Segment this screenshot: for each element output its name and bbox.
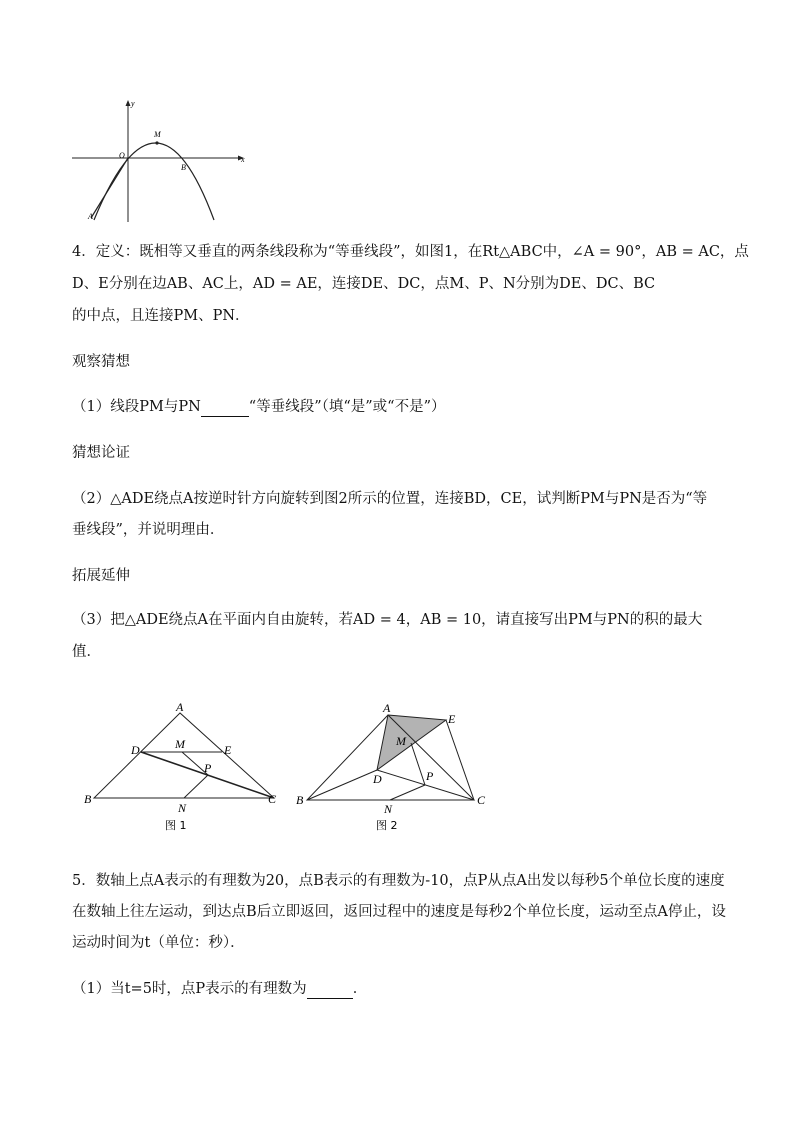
fig1-label-m: M <box>175 737 185 751</box>
q5-line-2: 在数轴上往左运动，到达点B后立即返回，返回过程中的速度是每秒2个单位长度，运动至点A停止，设 <box>72 904 726 920</box>
fig2-label-m: M <box>396 734 406 748</box>
fig2-label-n: N <box>384 802 393 816</box>
fig2-segment-bd <box>307 770 377 800</box>
q4-part-1-pre: （1）线段PM与PN <box>72 399 201 415</box>
fig2-segment-ec <box>446 720 474 800</box>
q5-line-1: 5．数轴上点A表示的有理数为20，点B表示的有理数为-10，点P从点A出发以每秒5个单位长度的速度 <box>72 873 725 889</box>
fig1-label-a: A <box>176 700 184 714</box>
graph-x-label: x <box>241 155 245 164</box>
fig2-label-a: A <box>383 701 391 715</box>
fig2-label-p: P <box>426 769 434 783</box>
fig1-label-d: D <box>131 743 140 757</box>
graph-o-label: O <box>119 151 125 160</box>
q4-heading-extend: 拓展延伸 <box>72 568 130 584</box>
q5-part-1-post: ． <box>352 981 368 997</box>
fig2-label-c: C <box>477 793 486 807</box>
q4-line-1: 4．定义：既相等又垂直的两条线段称为“等垂线段”，如图1，在Rt△ABC中，∠A = 90°，AB = AC，点 <box>72 244 749 260</box>
q5-answer-blank[interactable] <box>307 982 353 999</box>
q4-part-1 <box>72 397 732 417</box>
q4-part-3-line-1: （3）把△ADE绕点A在平面内自由旋转，若AD = 4，AB = 10，请直接写出PM与PN的积的最大 <box>72 612 703 628</box>
q4-line-2: D、E分别在边AB、AC上，AD = AE，连接DE、DC，点M、P、N分别为DE、DC、BC <box>72 276 656 292</box>
q5-part-1-pre: （1）当t=5时，点P表示的有理数为 <box>72 981 307 997</box>
graph-a-label: A <box>88 212 93 221</box>
q5-part-1 <box>72 979 732 999</box>
line-oa <box>91 158 128 218</box>
fig2-label-b: B <box>296 793 304 807</box>
q4-line-3: 的中点，且连接PM、PN． <box>72 308 250 324</box>
fig1-label-p: P <box>204 761 212 775</box>
fig2-label-d: D <box>373 772 382 786</box>
graph-m-label: M <box>154 130 161 139</box>
q4-part-2-line-2: 垂线段”，并说明理由． <box>72 522 225 538</box>
fig2-segment-pn <box>390 785 425 800</box>
q4-part-2-line-1: （2）△ADE绕点A按逆时针方向旋转到图2所示的位置，连接BD，CE，试判断PM与PN是否为“等 <box>72 491 708 507</box>
fig1-segment-pn <box>184 775 208 798</box>
q4-heading-prove: 猜想论证 <box>72 445 130 461</box>
fig1-label-n: N <box>178 801 187 815</box>
figure-2 <box>290 695 500 835</box>
graph-y-label: y <box>131 99 135 108</box>
fig1-label-b: B <box>84 792 92 806</box>
parabola-graph <box>66 94 252 226</box>
fig1-label-e: E <box>224 743 232 757</box>
fig1-caption: 图 1 <box>165 819 187 832</box>
parabola-curve <box>94 143 214 220</box>
fig1-triangle-abc <box>94 713 274 798</box>
q4-part-1-post: “等垂线段”（填“是”或“不是”） <box>248 399 446 415</box>
q4-answer-blank[interactable] <box>201 400 249 417</box>
q4-part-3-line-2: 值． <box>72 644 101 660</box>
fig1-label-c: C <box>268 792 277 806</box>
fig2-caption: 图 2 <box>376 819 398 832</box>
fig2-label-e: E <box>448 712 456 726</box>
graph-b-label: B <box>181 163 186 172</box>
q4-heading-observe: 观察猜想 <box>72 354 130 370</box>
figure-1 <box>80 695 285 835</box>
q5-line-3: 运动时间为t（单位：秒）． <box>72 935 245 951</box>
vertex-dot <box>155 141 158 144</box>
y-axis-arrow <box>126 100 131 106</box>
